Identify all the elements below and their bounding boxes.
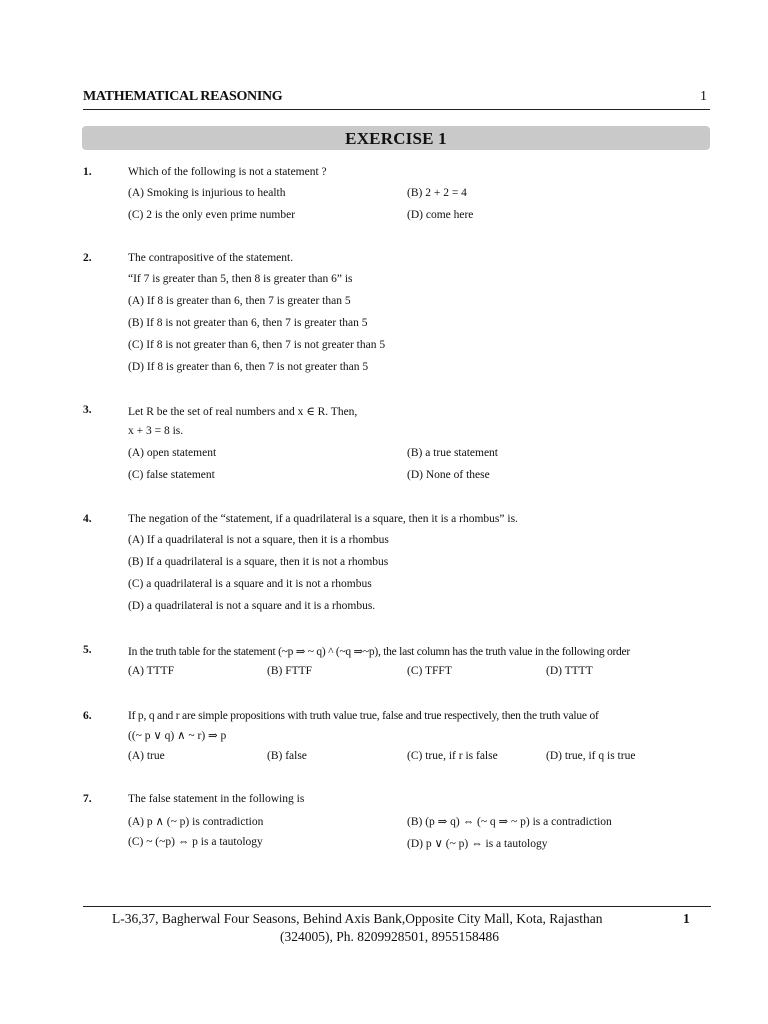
question-text: The contrapositive of the statement. bbox=[128, 252, 294, 264]
question-text: The negation of the “statement, if a quadrilateral is a square, then it is a rhombus” is. bbox=[128, 513, 518, 525]
option-b: (B) If 8 is not greater than 6, then 7 is greater than 5 bbox=[128, 317, 368, 329]
option-b: (B) 2 + 2 = 4 bbox=[407, 187, 467, 199]
option-d: (D) true, if q is true bbox=[546, 750, 636, 762]
question-number: 5. bbox=[83, 644, 92, 656]
exercise-banner: EXERCISE 1 bbox=[82, 126, 710, 150]
option-b: (B) a true statement bbox=[407, 447, 499, 459]
question-number: 3. bbox=[83, 404, 92, 416]
question-text: Let R be the set of real numbers and x ∈ R. Then, bbox=[128, 406, 358, 418]
option-a: (A) p ∧ (~ p) is contradiction bbox=[128, 816, 264, 828]
option-d: (D) p ∨ (~ p) ⇔ is a tautology bbox=[407, 838, 548, 850]
question-text: In the truth table for the statement (~p ⇒ ~ q) ^ (~q ⇒~p), the last column has the truth value in the following order bbox=[128, 646, 630, 658]
option-d: (D) None of these bbox=[407, 469, 490, 481]
question-number: 2. bbox=[83, 252, 92, 264]
question-text: Which of the following is not a statement ? bbox=[128, 166, 327, 178]
option-b: (B) (p ⇒ q) ⇔ (~ q ⇒ ~ p) is a contradiction bbox=[407, 816, 612, 828]
header-divider bbox=[83, 109, 710, 110]
question-number: 1. bbox=[83, 166, 92, 178]
option-a: (A) true bbox=[128, 750, 165, 762]
option-a: (A) If a quadrilateral is not a square, then it is a rhombus bbox=[128, 534, 389, 546]
question-text: If p, q and r are simple propositions with truth value true, false and true respectively, then the truth value of bbox=[128, 710, 599, 722]
option-c: (C) If 8 is not greater than 6, then 7 is not greater than 5 bbox=[128, 339, 386, 351]
footer-page-number: 1 bbox=[683, 911, 690, 926]
option-d: (D) come here bbox=[407, 209, 474, 221]
option-c: (C) TFFT bbox=[407, 665, 452, 677]
option-c: (C) a quadrilateral is a square and it is not a rhombus bbox=[128, 578, 372, 590]
option-b: (B) false bbox=[267, 750, 307, 762]
option-d: (D) a quadrilateral is not a square and it is a rhombus. bbox=[128, 600, 376, 612]
option-c: (C) true, if r is false bbox=[407, 750, 498, 762]
option-d: (D) TTTT bbox=[546, 665, 593, 677]
option-b: (B) If a quadrilateral is a square, then it is not a rhombus bbox=[128, 556, 389, 568]
question-number: 7. bbox=[83, 793, 92, 805]
question-text: The false statement in the following is bbox=[128, 793, 305, 805]
option-a: (A) Smoking is injurious to health bbox=[128, 187, 286, 199]
option-c: (C) 2 is the only even prime number bbox=[128, 209, 296, 221]
option-a: (A) If 8 is greater than 6, then 7 is greater than 5 bbox=[128, 295, 351, 307]
question-number: 4. bbox=[83, 513, 92, 525]
footer-address: L-36,37, Bagherwal Four Seasons, Behind Axis Bank,Opposite City Mall, Kota, Rajasthan bbox=[112, 911, 603, 926]
question-text: ((~ p ∨ q) ∧ ~ r) ⇒ p bbox=[128, 730, 227, 742]
option-a: (A) open statement bbox=[128, 447, 217, 459]
question-number: 6. bbox=[83, 710, 92, 722]
footer-contact: (324005), Ph. 8209928501, 8955158486 bbox=[280, 929, 499, 944]
header-title: MATHEMATICAL REASONING bbox=[83, 89, 283, 104]
question-text: “If 7 is greater than 5, then 8 is greater than 6” is bbox=[128, 273, 353, 285]
header-page-number: 1 bbox=[700, 89, 707, 104]
option-d: (D) If 8 is greater than 6, then 7 is not greater than 5 bbox=[128, 361, 369, 373]
option-a: (A) TTTF bbox=[128, 665, 175, 677]
question-text: x + 3 = 8 is. bbox=[128, 425, 184, 437]
footer-divider bbox=[83, 906, 711, 907]
option-c: (C) ~ (~p) ⇔ p is a tautology bbox=[128, 836, 263, 848]
option-c: (C) false statement bbox=[128, 469, 215, 481]
option-b: (B) FTTF bbox=[267, 665, 313, 677]
